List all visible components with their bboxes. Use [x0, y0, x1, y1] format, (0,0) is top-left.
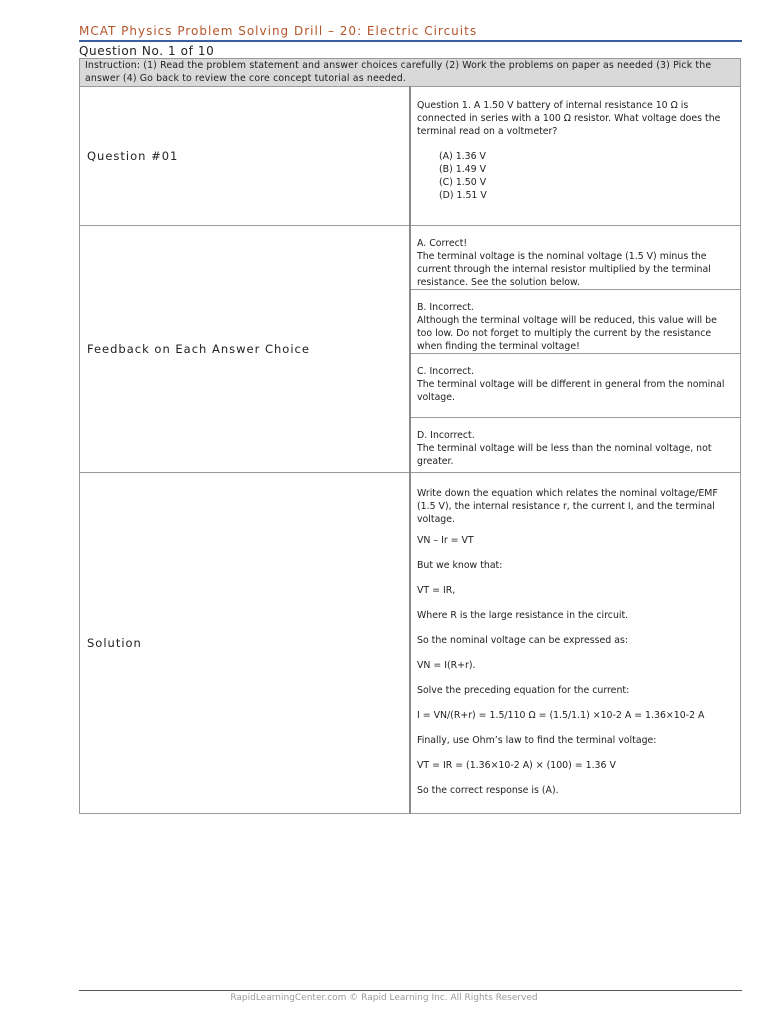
solution-text: Finally, use Ohm’s law to find the terminal voltage: [417, 735, 657, 746]
question-stem: Question 1. A 1.50 V battery of internal resistance 10 Ω is connected in series with a 100 Ω resistor. What voltage does the terminal read on a voltmeter? [417, 100, 721, 137]
equation-nominal: VN = I(R+r). [417, 660, 476, 671]
equation-terminal: VT = IR = (1.36×10-2 A) × (100) = 1.36 V [417, 760, 616, 771]
solution-text: But we know that: [417, 560, 503, 571]
feedback-item [411, 418, 740, 472]
instruction-box [80, 59, 741, 87]
feedback-item [411, 354, 740, 418]
feedback-title: A. Correct! [417, 238, 468, 249]
solution-intro: Write down the equation which relates the nominal voltage/EMF (1.5 V), the internal resistance r, the current I, and the terminal voltage. [417, 488, 718, 525]
solution-conclusion: So the correct response is (A). [417, 785, 559, 796]
feedback-item [411, 226, 740, 290]
question-number: Question No. 1 of 10 [79, 44, 215, 58]
feedback-title: B. Incorrect. [417, 302, 474, 313]
choice-b: (B) 1.49 V [439, 164, 486, 175]
equation-ohm: VT = IR, [417, 585, 456, 596]
equation-emf: VN – Ir = VT [417, 535, 474, 546]
footer-copyright: RapidLearningCenter.com © Rapid Learning Inc. All Rights Reserved [230, 993, 538, 1003]
instruction-text: Instruction: (1) Read the problem statement and answer choices carefully (2) Work the problems on paper as needed (3) Pick the answer (4) Go back to review the core concept tutorial as needed. [85, 60, 712, 84]
feedback-text: The terminal voltage is the nominal voltage (1.5 V) minus the current through the internal resistor multiplied by the terminal resistance. See the solution below. [417, 251, 711, 288]
feedback-text: The terminal voltage will be less than the nominal voltage, not greater. [417, 443, 712, 467]
feedback-content [410, 226, 741, 473]
drill-title: MCAT Physics Problem Solving Drill – 20: Electric Circuits [79, 24, 478, 38]
feedback-title: D. Incorrect. [417, 430, 475, 441]
footer-divider [79, 990, 742, 991]
choice-c: (C) 1.50 V [439, 177, 487, 188]
solution-label: Solution [80, 473, 411, 814]
feedback-label: Feedback on Each Answer Choice [80, 226, 411, 473]
feedback-text: The terminal voltage will be different in general from the nominal voltage. [417, 379, 725, 403]
question-label: Question #01 [80, 87, 411, 226]
answer-choices [439, 150, 732, 202]
solution-content [410, 473, 741, 814]
choice-a: (A) 1.36 V [439, 151, 486, 162]
equation-current: I = VN/(R+r) = 1.5/110 Ω = (1.5/1.1) ×10-2 A = 1.36×10-2 A [417, 710, 705, 721]
feedback-text: Although the terminal voltage will be reduced, this value will be too low. Do not forget to multiply the current by the resistance when finding the terminal voltage! [417, 315, 717, 352]
choice-d: (D) 1.51 V [439, 190, 487, 201]
drill-table [79, 58, 741, 814]
header-divider [79, 40, 742, 42]
feedback-item [411, 290, 740, 354]
solution-text: Where R is the large resistance in the circuit. [417, 610, 629, 621]
solution-text: So the nominal voltage can be expressed as: [417, 635, 629, 646]
feedback-title: C. Incorrect. [417, 366, 475, 377]
solution-text: Solve the preceding equation for the current: [417, 685, 630, 696]
question-content [410, 87, 741, 226]
